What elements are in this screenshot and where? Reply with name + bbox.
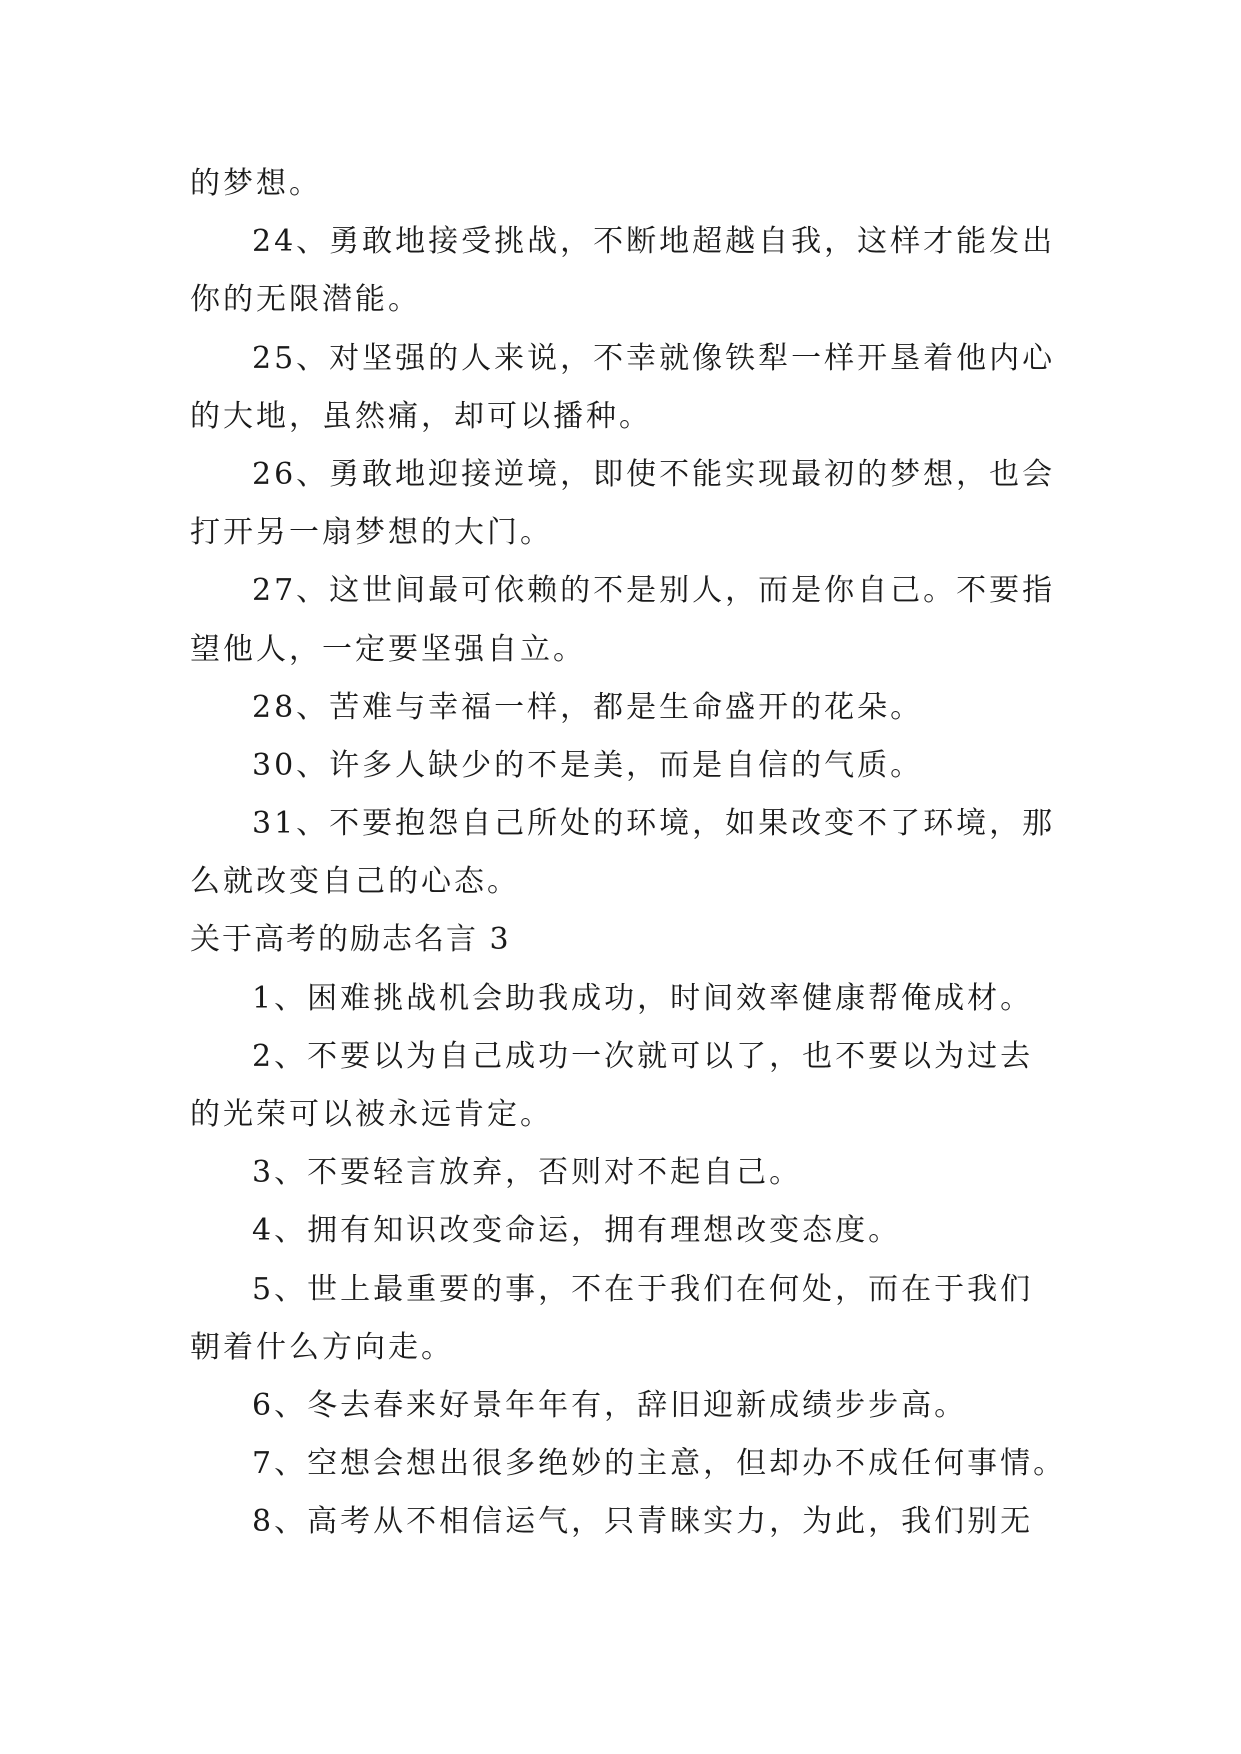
text-line: 26、勇敢地迎接逆境，即使不能实现最初的梦想，也会 <box>252 456 1056 492</box>
text-line: 6、冬去春来好景年年有，辞旧迎新成绩步步高。 <box>252 1387 968 1423</box>
text-line: 望他人，一定要坚强自立。 <box>190 631 586 667</box>
text-line: 朝着什么方向走。 <box>190 1329 454 1365</box>
text-line: 的大地，虽然痛，却可以播种。 <box>190 398 652 434</box>
text-line: 2、不要以为自己成功一次就可以了，也不要以为过去 <box>252 1038 1034 1074</box>
text-line: 你的无限潜能。 <box>190 282 421 318</box>
text-line: 3、不要轻言放弃，否则对不起自己。 <box>252 1155 803 1191</box>
text-line: 么就改变自己的心态。 <box>190 864 520 900</box>
text-line: 7、空想会想出很多绝妙的主意，但却办不成任何事情。 <box>252 1446 1067 1482</box>
text-line: 的光荣可以被永远肯定。 <box>190 1097 553 1132</box>
text-line: 的梦想。 <box>190 166 322 201</box>
text-line: 24、勇敢地接受挑战，不断地超越自我，这样才能发出 <box>252 224 1056 260</box>
text-line: 1、困难挑战机会助我成功，时间效率健康帮俺成材。 <box>252 980 1034 1016</box>
text-line: 30、许多人缺少的不是美，而是自信的气质。 <box>252 747 924 783</box>
text-line: 5、世上最重要的事，不在于我们在何处，而在于我们 <box>252 1271 1034 1307</box>
document-body <box>190 155 1070 1552</box>
text-line: 28、苦难与幸福一样，都是生命盛开的花朵。 <box>252 689 924 725</box>
text-line: 4、拥有知识改变命运，拥有理想改变态度。 <box>252 1213 902 1249</box>
text-line: 打开另一扇梦想的大门。 <box>190 515 553 551</box>
text-line: 8、高考从不相信运气，只青睐实力，为此，我们别无 <box>252 1504 1034 1540</box>
text-line: 25、对坚强的人来说，不幸就像铁犁一样开垦着他内心 <box>252 340 1056 376</box>
text-line: 31、不要抱怨自己所处的环境，如果改变不了环境，那 <box>252 806 1056 842</box>
text-line: 27、这世间最可依赖的不是别人，而是你自己。不要指 <box>252 573 1056 609</box>
section-heading: 关于高考的励志名言 3 <box>190 922 511 958</box>
